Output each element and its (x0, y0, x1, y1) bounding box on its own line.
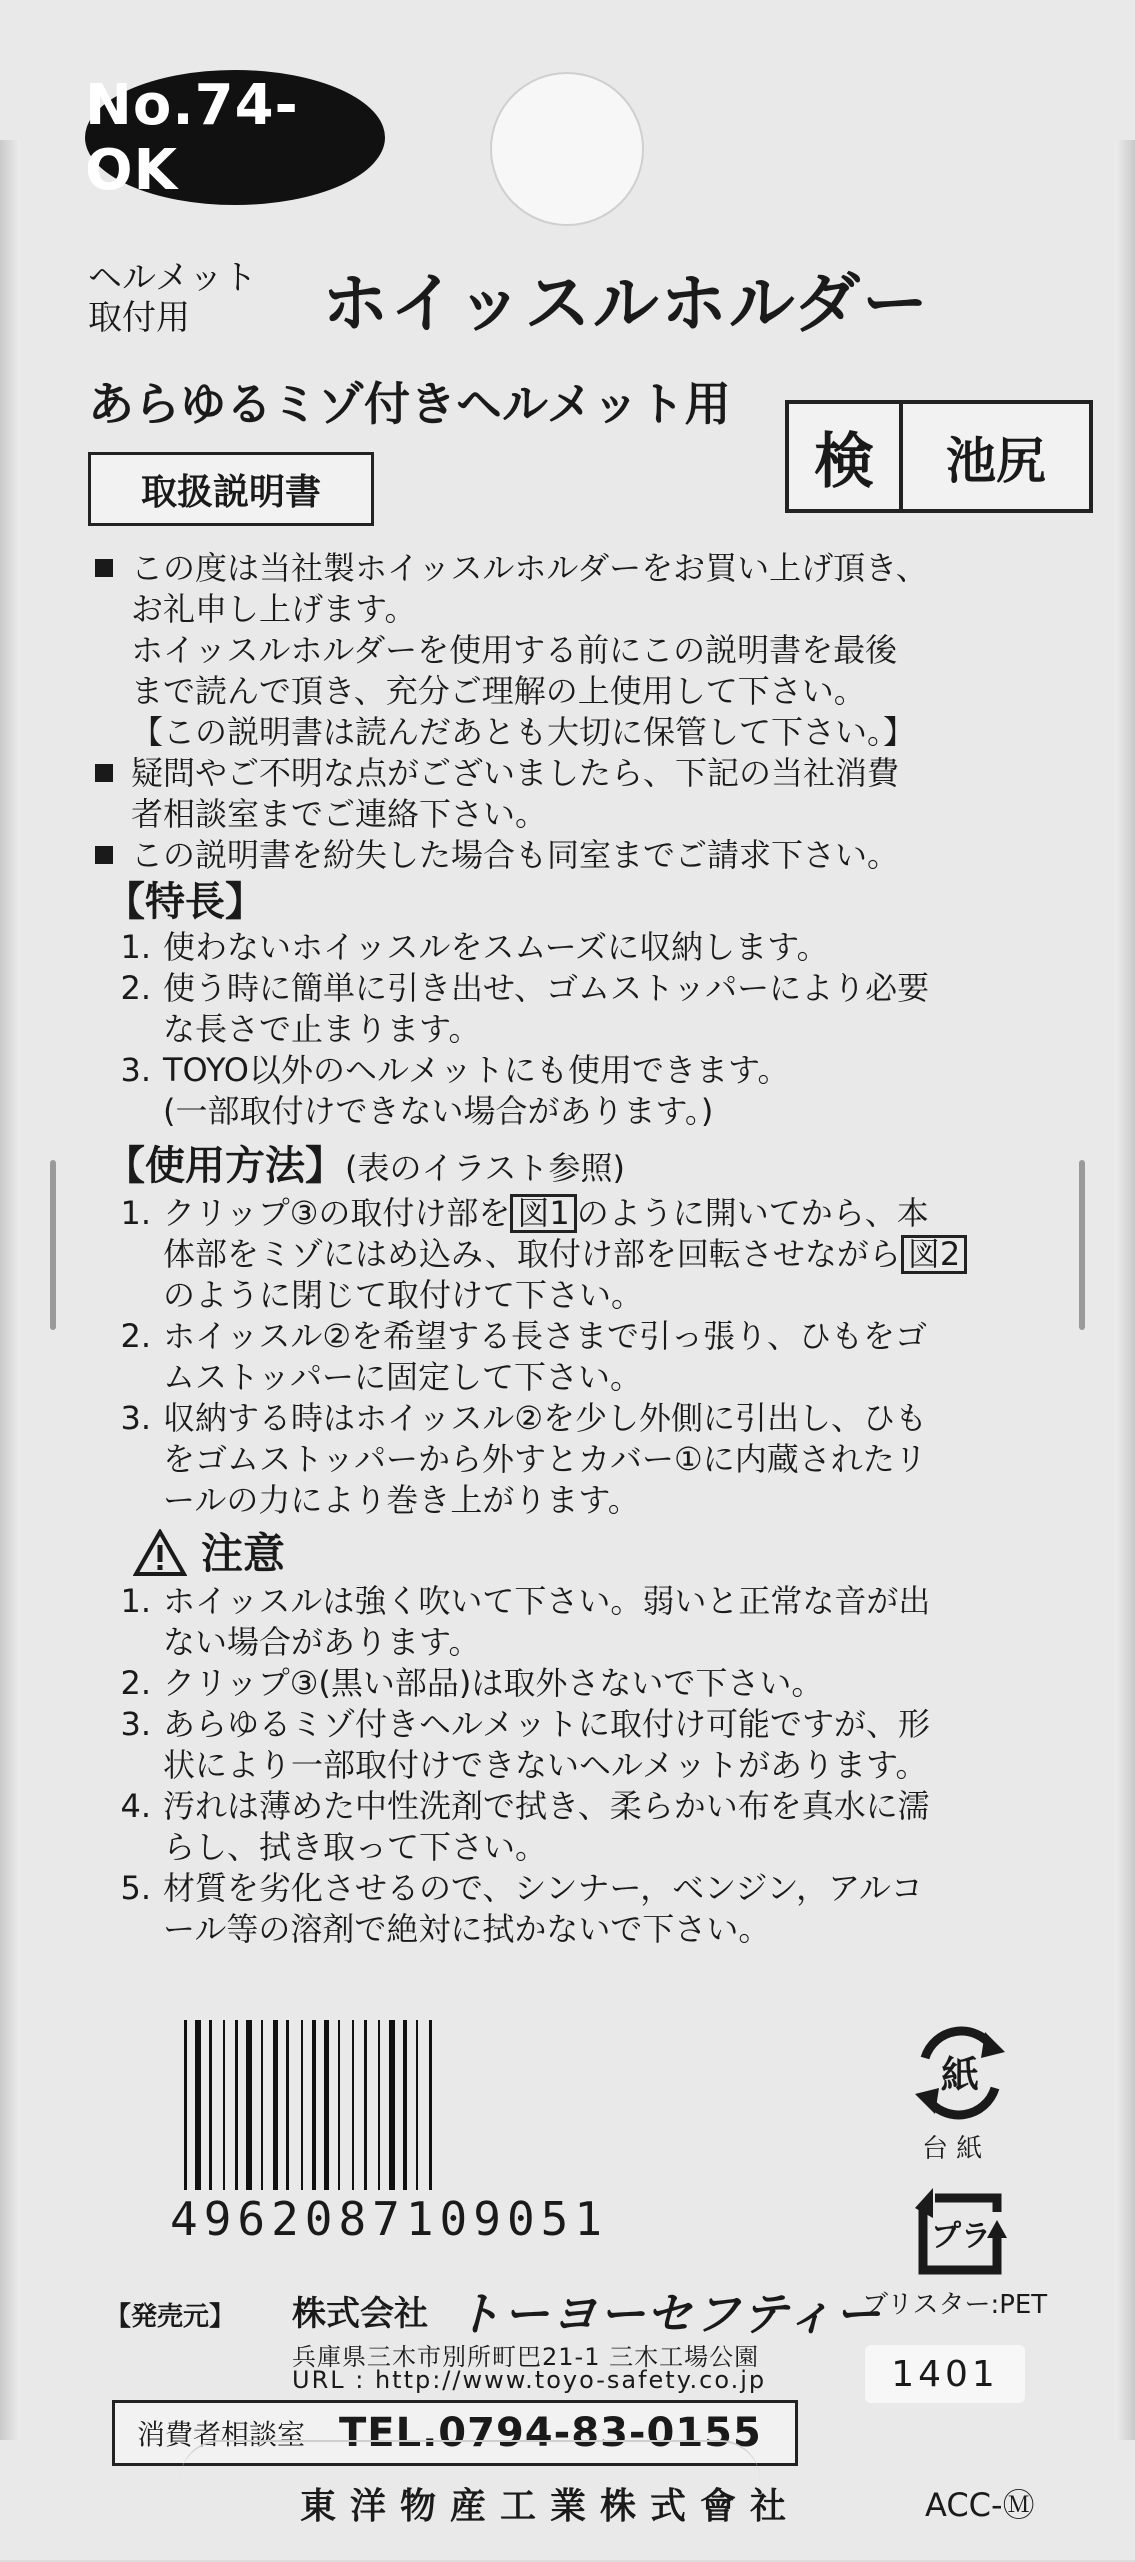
caution-item: 3. あらゆるミゾ付きヘルメットに取付け可能ですが、形 状により一部取付けできないヘルメットがあります。 (120, 1705, 931, 1784)
usage-note: (表のイラスト参照) (345, 1149, 626, 1187)
barcode-bar (261, 2020, 263, 2190)
caution-item: 2. クリップ③(黒い部品)は取外さないで下さい。 (120, 1664, 824, 1702)
blister-edge-right (1115, 140, 1135, 2440)
hang-hole (490, 72, 644, 226)
intro-line: 疑問やご不明な点がございましたら、下記の当社消費 (131, 754, 900, 792)
intro-bullet (85, 548, 1095, 753)
usage-item: 2. ホイッスル②を希望する長さまで引っ張り、ひもをゴ ムストッパーに固定して下さい。 (120, 1317, 928, 1396)
inspector-name: 池尻 (946, 431, 1046, 490)
intro-line: この度は当社製ホイッスルホルダーをお買い上げ頂き、 (131, 549, 928, 587)
barcode-bar (403, 2020, 407, 2190)
barcode-bar (235, 2020, 238, 2190)
consumer-tel: TEL.0794-83-0155 (339, 2410, 762, 2456)
square-bullet-icon (95, 764, 113, 782)
barcode-bar (273, 2020, 278, 2190)
mount-label-line1: ヘルメット (88, 258, 257, 298)
feature-item: 2. 使う時に簡単に引き出せ、ゴムストッパーにより必要 な長さで止まります。 (120, 969, 930, 1048)
company-name: トーヨーセフティー (455, 2287, 883, 2341)
warning-triangle-icon (133, 1529, 187, 1577)
mount-label-line2: 取付用 (88, 298, 190, 338)
barcode-bar (209, 2020, 212, 2190)
feature-item: 1. 使わないホイッスルをスムーズに収納します。 (120, 928, 829, 966)
company-url: URL : http://www.toyo-safety.co.jp (292, 2366, 767, 2394)
maker-name: 東洋物産工業株式會社 (300, 2486, 801, 2527)
plastic-mark-text: プラ (931, 2219, 991, 2254)
barcode-number: 4962087109051 (170, 2192, 609, 2246)
blister-material-label: ブリスター:PET (862, 2290, 1048, 2320)
plastic-recycle-icon (905, 2178, 1015, 2288)
feature-item: 3. TOYO以外のヘルメットにも使用できます。 (一部取付けできない場合があります。) (120, 1051, 790, 1130)
barcode-bar (364, 2020, 367, 2190)
barcode-bar (352, 2020, 354, 2190)
caution-item: 5. 材質を劣化させるので、シンナー，ベンジン，アルコ ール等の溶剤で絶対に拭かないで下さい。 (120, 1869, 923, 1948)
barcode-bar (324, 2020, 329, 2190)
seller-label: 【発売元】 (105, 2302, 236, 2332)
lot-number: 1401 (865, 2345, 1025, 2403)
consumer-contact-label: 消費者相談室 (137, 2418, 306, 2451)
barcode-bar (286, 2020, 289, 2190)
barcode-bar (301, 2020, 303, 2190)
intro-line: 【この説明書は読んだあとも大切に保管して下さい。】 (131, 713, 916, 751)
barcode-bar (195, 2020, 201, 2190)
intro-line: まで読んで頂き、充分ご理解の上使用して下さい。 (131, 672, 866, 710)
paper-mark-text: 紙 (940, 2053, 980, 2097)
intro-line: お礼申し上げます。 (131, 590, 417, 628)
inspection-kanji: 検 (789, 404, 903, 509)
barcode-bar (416, 2020, 418, 2190)
barcode-bar (378, 2020, 380, 2190)
barcode-bar (312, 2020, 316, 2190)
mount-label (88, 258, 257, 338)
barcode-bar (223, 2020, 225, 2190)
usage-item: 3. 収納する時はホイッスル②を少し外側に引出し、ひも をゴムストッパーから外すとカバー①に内蔵されたリ ールの力により巻き上がります。 (120, 1399, 928, 1519)
model-badge: No.74-OK (85, 70, 385, 205)
intro-line: 者相談室までご連絡下さい。 (131, 795, 548, 833)
figure-1-label: 図1 (510, 1194, 576, 1233)
inspection-stamp (785, 400, 1093, 513)
paper-recycle-icon (905, 2018, 1015, 2128)
barcode-bar (246, 2020, 252, 2190)
intro-bullet (85, 835, 1095, 876)
paper-recycle-label: 台 紙 (922, 2134, 983, 2164)
usage-heading: 【使用方法】(表のイラスト参照) (105, 1143, 626, 1189)
figure-2-label: 図2 (901, 1235, 967, 1274)
barcode-bar (429, 2020, 432, 2190)
square-bullet-icon (95, 559, 113, 577)
blister-edge-left (0, 140, 20, 2440)
product-name: ホイッスルホルダー (322, 265, 931, 342)
square-bullet-icon (95, 846, 113, 864)
product-subtitle: あらゆるミゾ付きヘルメット用 (88, 377, 731, 431)
blister-slit-left (50, 1160, 56, 1330)
barcode-bar (184, 2020, 187, 2190)
company-address: 兵庫県三木市別所町巴21-1 三木工場公園 (292, 2343, 760, 2371)
usage-item: 1. クリップ③の取付け部を 図1 のように開いてから、本 体部をミゾにはめ込み、取付け部を回転させながら 図2 のように閉じて取付けて下さい。 (85, 1193, 1095, 1316)
intro-section (85, 548, 1095, 1950)
company-prefix: 株式会社 (292, 2294, 428, 2334)
intro-bullet (85, 753, 1095, 835)
intro-line: ホイッスルホルダーを使用する前にこの説明書を最後 (131, 631, 898, 669)
caution-item: 1. ホイッスルは強く吹いて下さい。弱いと正常な音が出 ない場合があります。 (120, 1582, 931, 1661)
acc-mark: ACC-Ⓜ (925, 2486, 1035, 2524)
intro-line: この説明書を紛失した場合も同室までご請求下さい。 (131, 836, 900, 874)
features-heading: 【特長】 (105, 879, 265, 925)
barcode-bar (338, 2020, 340, 2190)
caution-item: 4. 汚れは薄めた中性洗剤で拭き、柔らかい布を真水に濡 らし、拭き取って下さい。 (120, 1787, 930, 1866)
manual-title: 取扱説明書 (88, 452, 374, 526)
barcode-bar (389, 2020, 395, 2190)
caution-heading: 注意 (133, 1529, 1095, 1577)
barcode (180, 2020, 680, 2190)
